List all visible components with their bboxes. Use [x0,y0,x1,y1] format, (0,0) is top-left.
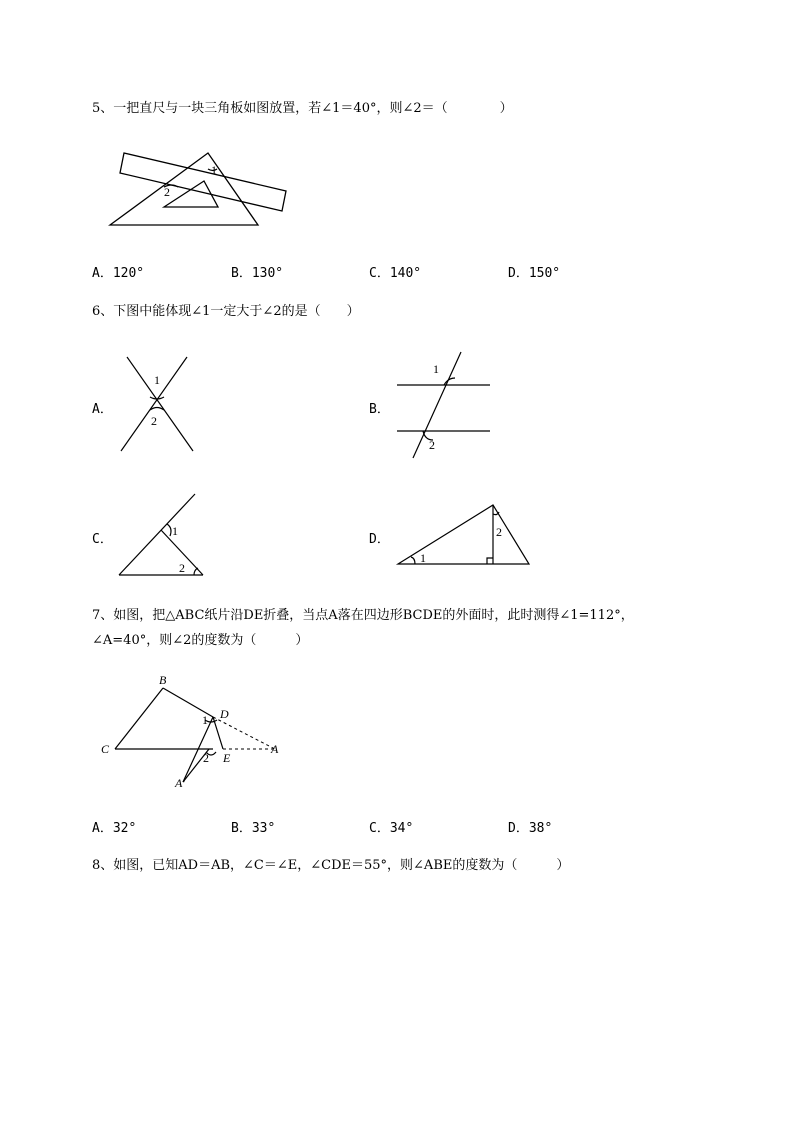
q6-figure-c [115,490,215,580]
q6a-angle-1-label: 1 [154,373,160,387]
q6-option-a[interactable]: A． [92,402,113,417]
q6b-angle-1-label: 1 [433,362,439,376]
q5-option-d[interactable]: D．150° [508,266,561,281]
q7-angle-2-label: 2 [203,751,209,765]
q7-label-a: A [271,742,279,756]
q5-angle-1-label: 1 [211,163,217,177]
q7-option-d[interactable]: D．38° [508,821,553,836]
q5-angle-2-label: 2 [164,185,170,199]
q6-option-c[interactable]: C． [92,532,113,547]
q5-stem: 5、一把直尺与一块三角板如图放置，若∠1＝40°，则∠2＝（ ） [92,101,513,116]
q6b-angle-2-label: 2 [429,438,435,452]
q5-option-b[interactable]: B．130° [231,266,284,281]
q7-figure-fold [95,672,295,792]
q7-label-b: B [159,673,167,687]
q5-figure-ruler-triangle [100,145,300,235]
q7-label-a-prime: A′ [175,776,185,790]
q6c-angle-2-label: 2 [179,561,185,575]
q5-option-a[interactable]: A．120° [92,266,145,281]
q6c-angle-1-label: 1 [172,524,178,538]
q7-option-b[interactable]: B．33° [231,821,276,836]
q6d-angle-1-label: 1 [420,551,426,565]
q7-option-a[interactable]: A．32° [92,821,137,836]
q6-figure-d [395,500,535,570]
q7-option-c[interactable]: C．34° [369,821,414,836]
q6-figure-a [115,355,195,455]
q6a-angle-2-label: 2 [151,414,157,428]
q6-figure-b [395,350,495,460]
q7-label-d: D [220,707,229,721]
q6-stem: 6、下图中能体现∠1一定大于∠2的是（ ） [92,304,360,319]
q6d-angle-2-label: 2 [496,525,502,539]
q5-option-c[interactable]: C．140° [369,266,422,281]
q8-stem: 8、如图，已知AD＝AB，∠C＝∠E，∠CDE＝55°，则∠ABE的度数为（ ） [92,858,570,873]
q7-label-e: E [223,751,231,765]
q6-option-b[interactable]: B． [369,402,390,417]
q7-stem-line1: 7、如图，把△ABC纸片沿DE折叠，当点A落在四边形BCDE的外面时，此时测得∠1=112°， [92,608,634,623]
q7-angle-1-label: 1 [202,713,208,727]
q6-option-d[interactable]: D． [369,532,390,547]
q7-stem-line2: ∠A=40°，则∠2的度数为（ ） [92,633,309,648]
q7-label-c: C [101,742,110,756]
